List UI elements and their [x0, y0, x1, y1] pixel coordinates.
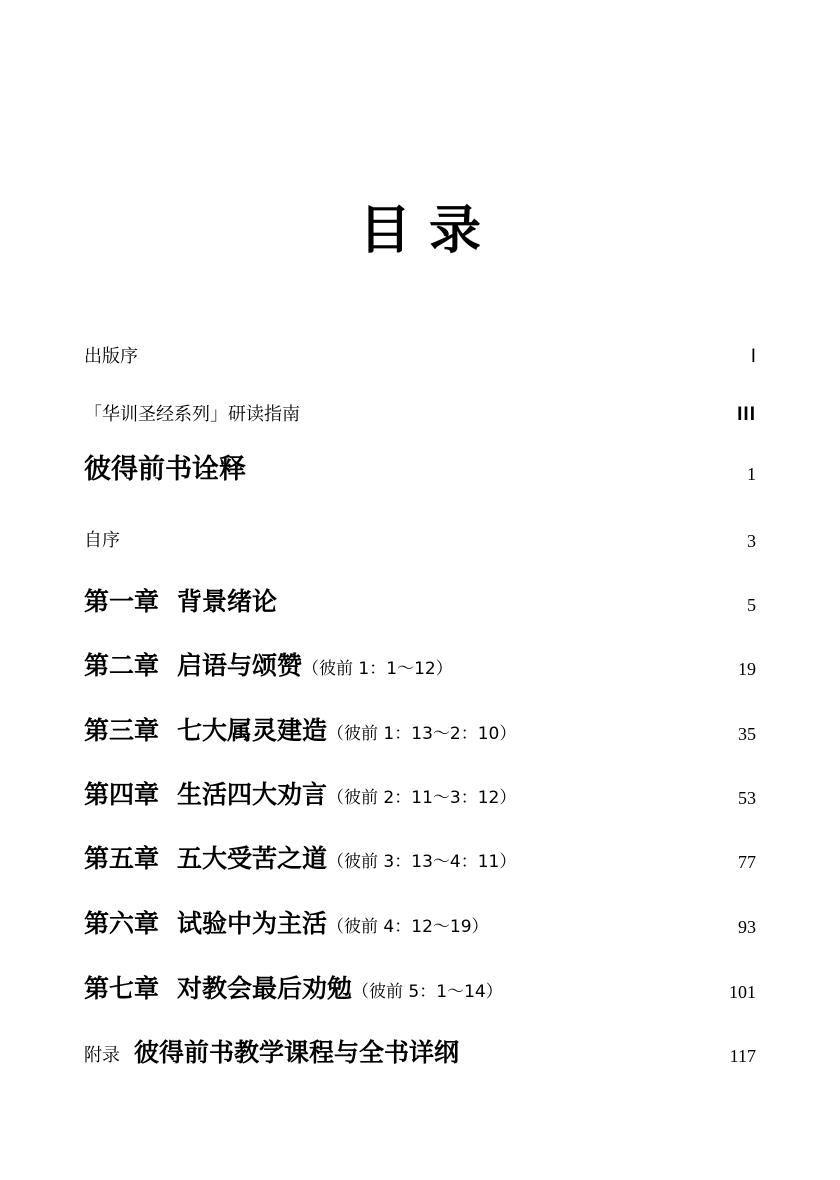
toc-entry-page: 35 — [738, 724, 756, 744]
toc-entry-chapter-6[interactable] — [84, 900, 756, 940]
chapter-title: 对教会最后劝勉 — [177, 974, 353, 1003]
chapter-number: 第五章 — [84, 844, 160, 873]
toc-entry-label: 出版序 — [84, 346, 138, 367]
chapter-title: 启语与颂赞 — [177, 651, 303, 680]
chapter-number: 第七章 — [84, 974, 160, 1003]
toc-entry-page: 5 — [747, 595, 756, 615]
toc-entry-label — [84, 976, 503, 1001]
toc-entry-page: 101 — [729, 982, 756, 1002]
chapter-number: 第六章 — [84, 909, 160, 938]
toc-entry-page: 93 — [738, 917, 756, 937]
chapter-reference: （彼前 1：13～2：10） — [327, 724, 517, 744]
toc-entry-page: 53 — [738, 788, 756, 808]
toc-entry-label: 「华训圣经系列」研读指南 — [84, 404, 300, 425]
toc-entry-label: 自序 — [84, 530, 120, 551]
chapter-reference: （彼前 3：13～4：11） — [327, 852, 517, 872]
toc-entry-page: 3 — [747, 531, 756, 551]
chapter-number: 第四章 — [84, 780, 160, 809]
chapter-reference: （彼前 1：1～12） — [302, 659, 453, 679]
chapter-reference: （彼前 4：12～19） — [327, 917, 489, 937]
chapter-reference: （彼前 2：11～3：12） — [327, 788, 517, 808]
toc-entry-page: III — [737, 404, 756, 425]
toc-entry-label — [84, 653, 453, 678]
chapter-title: 生活四大劝言 — [177, 780, 328, 809]
chapter-title: 背景绪论 — [177, 587, 278, 616]
toc-entry-author-preface[interactable] — [84, 514, 756, 554]
toc-entry-label — [84, 911, 489, 936]
chapter-number: 第三章 — [84, 716, 160, 745]
toc-entry-page: 1 — [747, 464, 756, 484]
chapter-title: 五大受苦之道 — [177, 844, 328, 873]
toc-entry-chapter-1[interactable] — [84, 578, 756, 618]
toc-entry-page: I — [750, 346, 756, 367]
toc-entry-label — [84, 718, 516, 743]
toc-entry-book-title[interactable] — [84, 447, 756, 487]
appendix-prefix: 附录 — [84, 1045, 120, 1066]
toc-entry-page: 77 — [738, 852, 756, 872]
toc-entry-label — [84, 1040, 459, 1065]
toc-entry-chapter-4[interactable] — [84, 771, 756, 811]
toc-entry-label: 彼得前书诠释 — [84, 454, 246, 485]
appendix-title: 彼得前书教学课程与全书详纲 — [134, 1038, 460, 1067]
toc-entry-chapter-3[interactable] — [84, 707, 756, 747]
toc-entry-study-guide[interactable] — [84, 388, 756, 428]
chapter-title: 七大属灵建造 — [177, 716, 328, 745]
toc-entry-label — [84, 846, 516, 871]
page-title: 目 录 — [358, 201, 482, 261]
chapter-number: 第二章 — [84, 651, 160, 680]
chapter-number: 第一章 — [84, 587, 160, 616]
toc-entry-label — [84, 782, 516, 807]
toc-entry-appendix[interactable] — [84, 1029, 756, 1069]
toc-entry-publisher-preface[interactable] — [84, 330, 756, 370]
toc-entry-label — [84, 589, 277, 614]
toc-entry-page: 117 — [729, 1046, 756, 1066]
toc-entry-chapter-5[interactable] — [84, 835, 756, 875]
toc-entry-chapter-7[interactable] — [84, 965, 756, 1005]
toc-entry-chapter-2[interactable] — [84, 642, 756, 682]
toc-entry-page: 19 — [738, 659, 756, 679]
chapter-title: 试验中为主活 — [177, 909, 328, 938]
chapter-reference: （彼前 5：1～14） — [352, 982, 503, 1002]
